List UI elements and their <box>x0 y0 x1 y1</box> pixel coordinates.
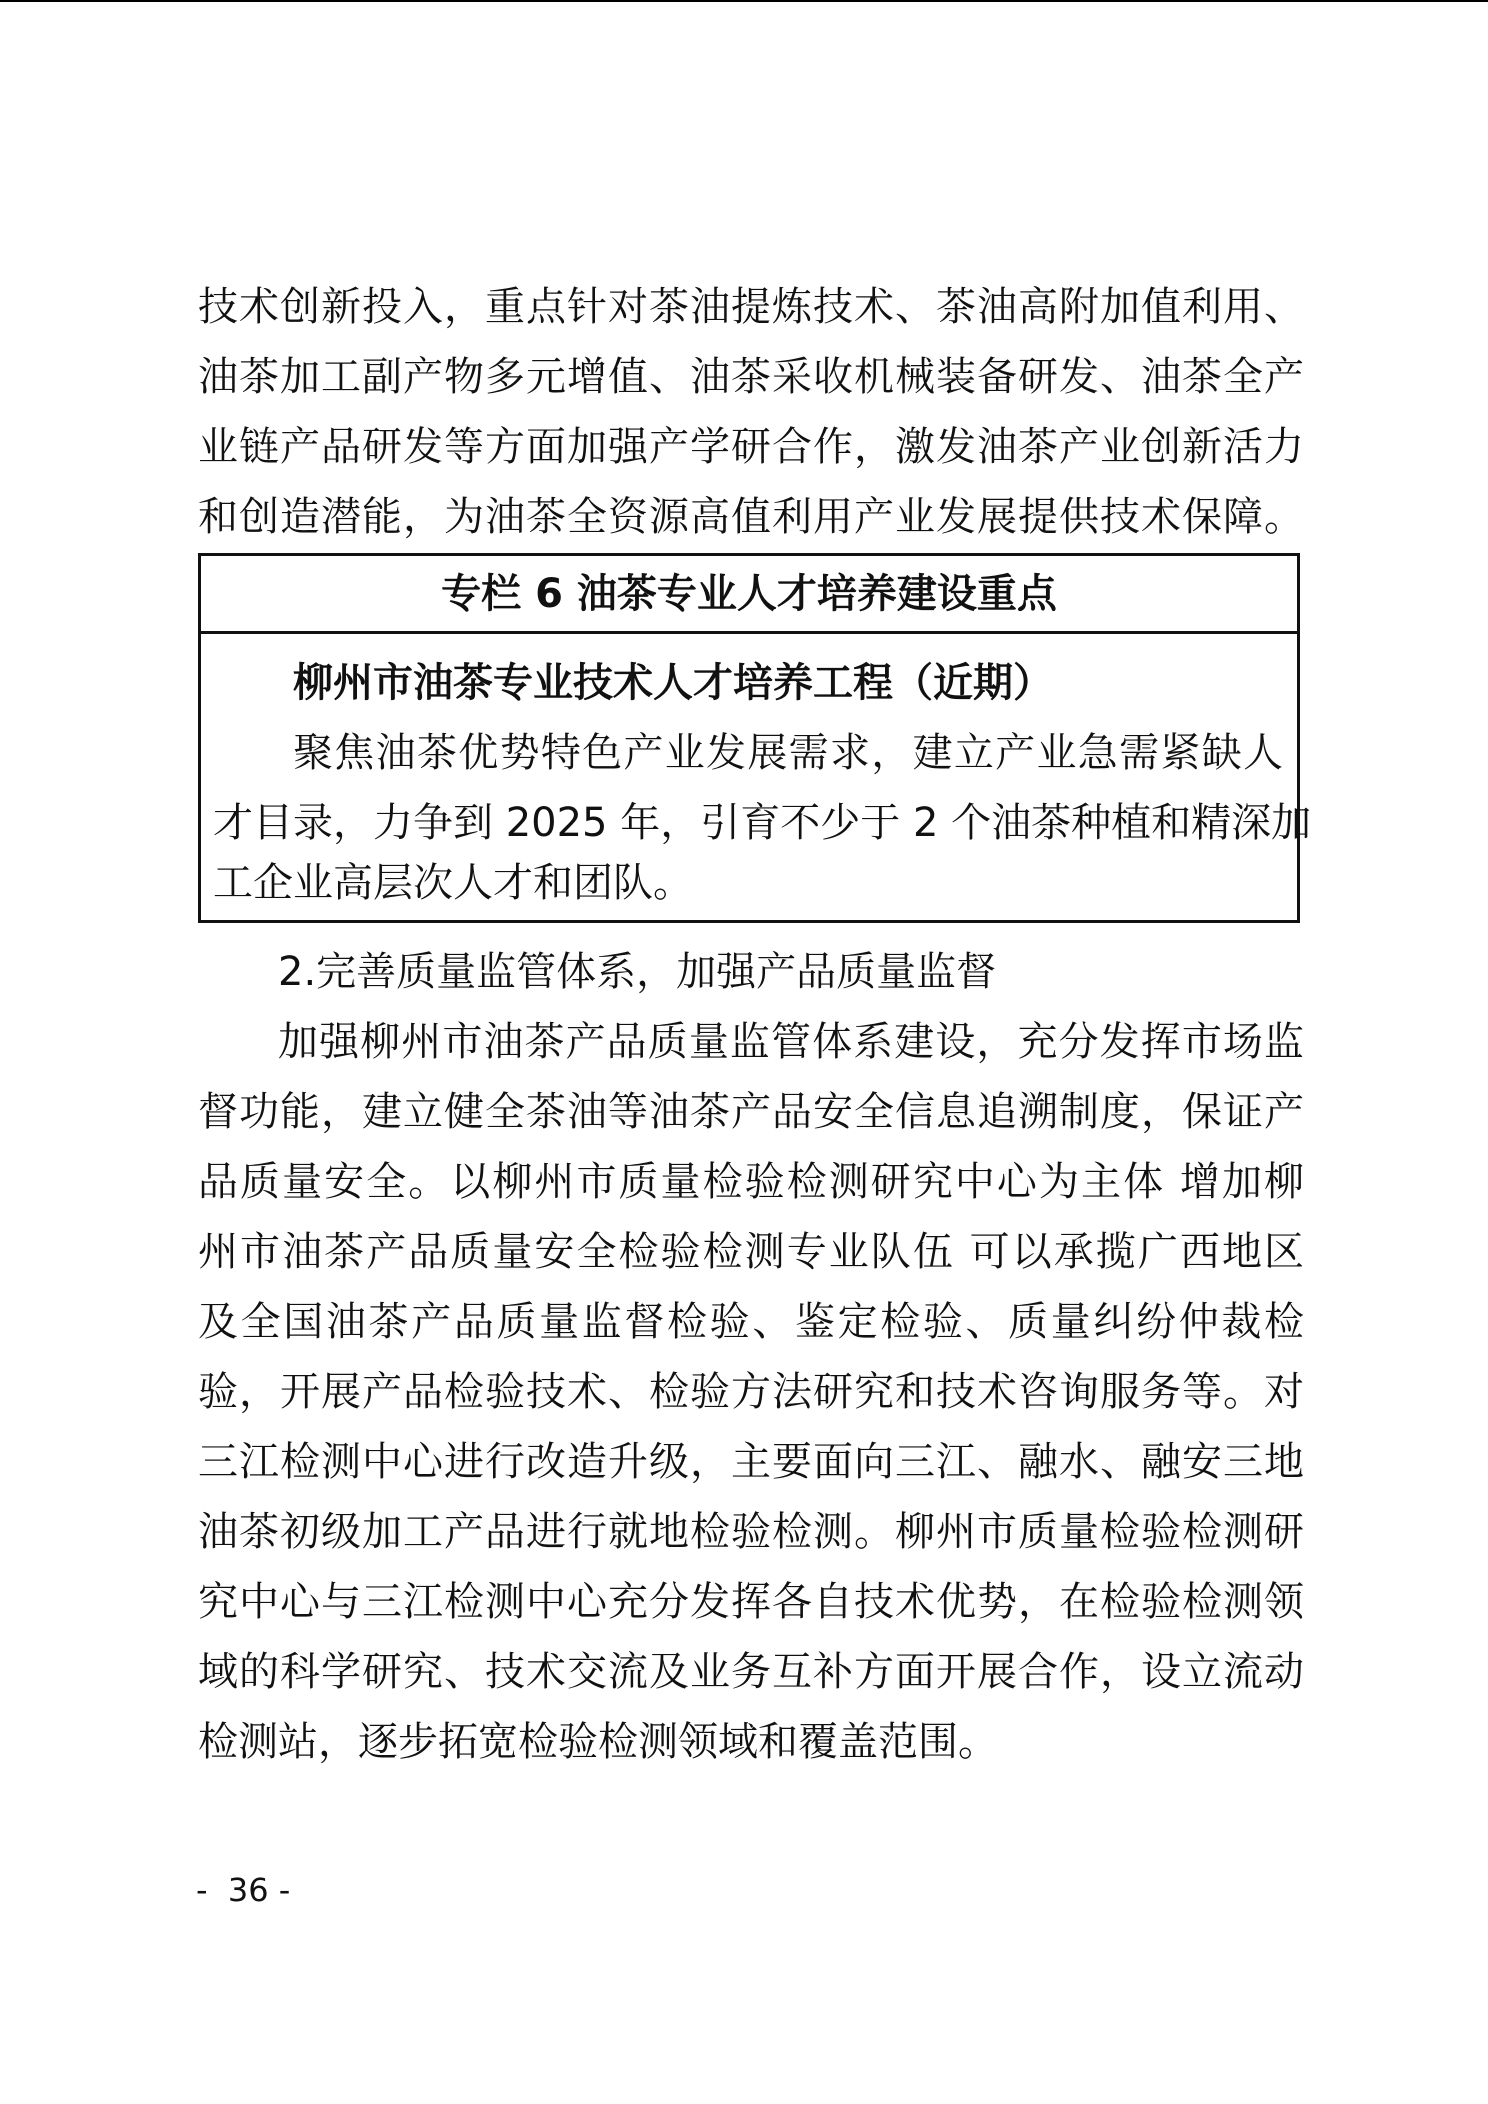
paragraph-line: 加强柳州市油茶产品质量监管体系建设，充分发挥市场监 <box>278 1019 1304 1065</box>
paragraph-line: 品质量安全。以柳州市质量检验检测研究中心为主体 增加柳 <box>198 1159 1304 1205</box>
paragraph-line: 究中心与三江检测中心充分发挥各自技术优势，在检验检测领 <box>198 1579 1304 1625</box>
section-heading: 2.完善质量监管体系，加强产品质量监督 <box>278 949 997 995</box>
page-number: - 36 - <box>196 1871 291 1909</box>
paragraph-line: 和创造潜能，为油茶全资源高值利用产业发展提供技术保障。 <box>198 494 1304 540</box>
paragraph-line: 业链产品研发等方面加强产学研合作，激发油茶产业创新活力 <box>198 424 1304 470</box>
column-box-title: 专栏 6 油茶专业人才培养建设重点 <box>201 556 1297 634</box>
paragraph-line: 技术创新投入，重点针对茶油提炼技术、茶油高附加值利用、 <box>198 284 1304 330</box>
paragraph-line: 三江检测中心进行改造升级，主要面向三江、融水、融安三地 <box>198 1439 1304 1485</box>
column-box-body-line: 聚焦油茶优势特色产业发展需求，建立产业急需紧缺人 <box>293 730 1283 776</box>
column-box-body-line: 才目录，力争到 2025 年，引育不少于 2 个油茶种植和精深加 <box>213 800 1312 846</box>
paragraph-line: 油茶初级加工产品进行就地检验检测。柳州市质量检验检测研 <box>198 1509 1304 1555</box>
paragraph-line: 验，开展产品检验技术、检验方法研究和技术咨询服务等。对 <box>198 1369 1304 1415</box>
column-box <box>198 553 1312 923</box>
paragraph-line: 域的科学研究、技术交流及业务互补方面开展合作，设立流动 <box>198 1649 1304 1695</box>
column-box-body-line: 工企业高层次人才和团队。 <box>213 860 693 906</box>
paragraph-line: 检测站，逐步拓宽检验检测领域和覆盖范围。 <box>198 1719 998 1765</box>
paragraph-line: 及全国油茶产品质量监督检验、鉴定检验、质量纠纷仲裁检 <box>198 1299 1304 1345</box>
paragraph-line: 油茶加工副产物多元增值、油茶采收机械装备研发、油茶全产 <box>198 354 1304 400</box>
paragraph-line: 督功能，建立健全茶油等油茶产品安全信息追溯制度，保证产 <box>198 1089 1304 1135</box>
column-box-subtitle: 柳州市油茶专业技术人才培养工程（近期） <box>293 660 1053 706</box>
top-border-rule <box>0 0 1488 2</box>
paragraph-line: 州市油茶产品质量安全检验检测专业队伍 可以承揽广西地区 <box>198 1229 1304 1275</box>
